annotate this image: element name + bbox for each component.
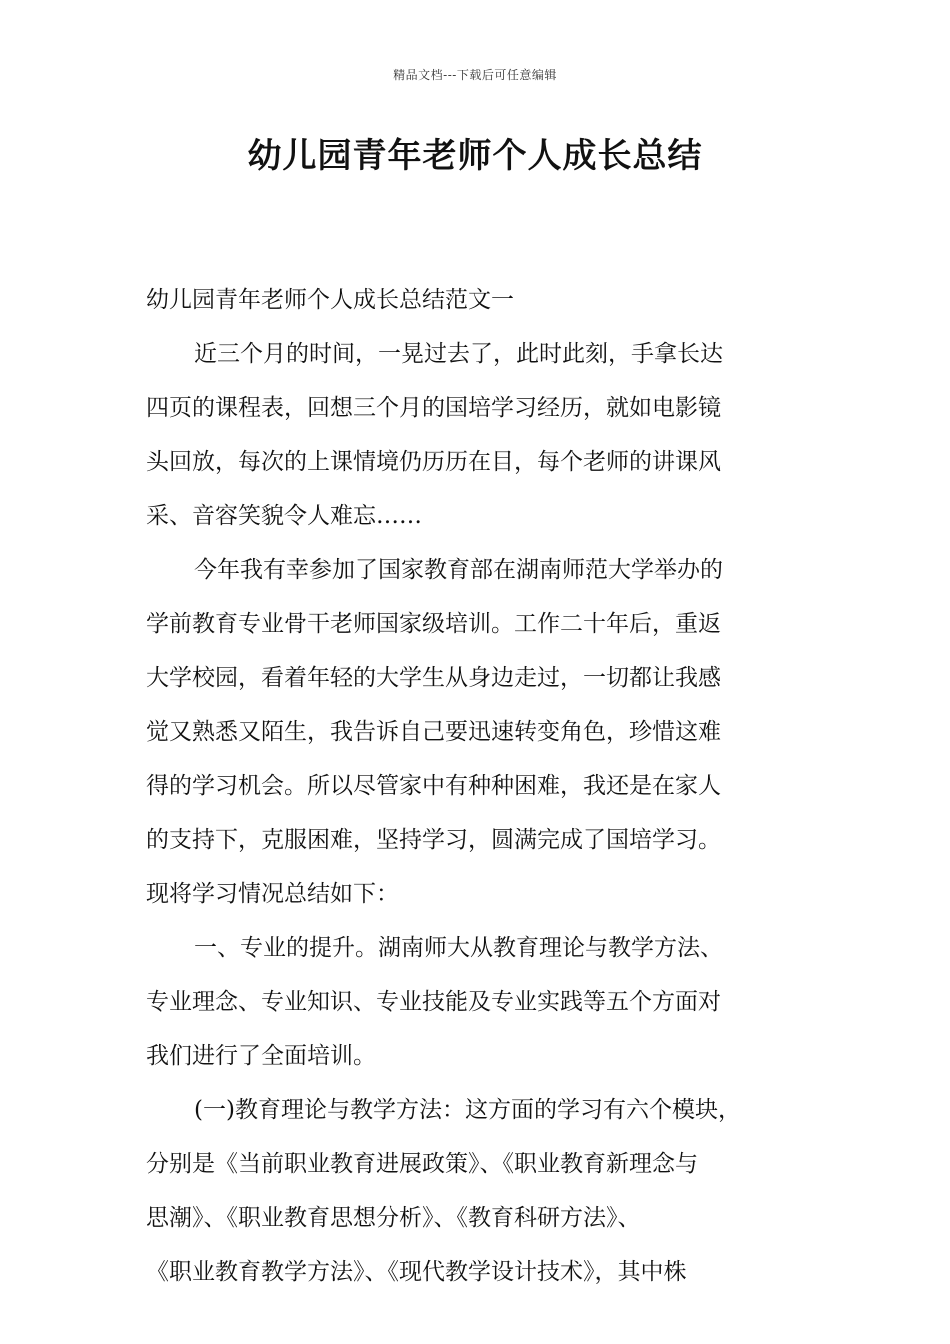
paragraph-line: 分别是《当前职业教育进展政策》、《职业教育新理念与: [146, 1151, 698, 1177]
paragraph-line: 专业理念、专业知识、专业技能及专业实践等五个方面对: [146, 989, 721, 1015]
paragraph-line: 一、专业的提升。湖南师大从教育理论与教学方法、: [194, 935, 723, 961]
paragraph-line: (一)教育理论与教学方法：这方面的学习有六个模块，: [194, 1097, 741, 1123]
paragraph-4: [146, 1088, 814, 1294]
paragraph-2: [146, 548, 814, 916]
paragraph-line: 得的学习机会。所以尽管家中有种种困难，我还是在家人: [146, 773, 721, 799]
paragraph-3: [146, 926, 814, 1078]
paragraph-line: 现将学习情况总结如下：: [146, 881, 399, 907]
header-note: 精品文档---下载后可任意编辑: [393, 68, 557, 82]
paragraph-1: [146, 332, 814, 538]
document-body: [146, 278, 814, 1304]
paragraph-line: 的支持下，克服困难，坚持学习，圆满完成了国培学习。: [146, 827, 721, 853]
paragraph-line: 采、音容笑貌令人难忘……: [146, 503, 422, 529]
paragraph-line: 近三个月的时间，一晃过去了，此时此刻，手拿长达: [194, 341, 723, 367]
document-title: 幼儿园青年老师个人成长总结: [247, 136, 703, 176]
section-heading: 幼儿园青年老师个人成长总结范文一: [146, 287, 514, 313]
paragraph-line: 大学校园，看着年轻的大学生从身边走过，一切都让我感: [146, 665, 721, 691]
paragraph-line: 《职业教育教学方法》、《现代教学设计技术》，其中株: [146, 1259, 687, 1285]
paragraph-line: 今年我有幸参加了国家教育部在湖南师范大学举办的: [194, 557, 723, 583]
paragraph-line: 学前教育专业骨干老师国家级培训。工作二十年后，重返: [146, 611, 721, 637]
paragraph-line: 觉又熟悉又陌生，我告诉自己要迅速转变角色，珍惜这难: [146, 719, 721, 745]
paragraph-line: 思潮》、《职业教育思想分析》、《教育科研方法》、: [146, 1205, 641, 1231]
paragraph-line: 我们进行了全面培训。: [146, 1043, 376, 1069]
paragraph-line: 四页的课程表，回想三个月的国培学习经历，就如电影镜: [146, 395, 721, 421]
paragraph-line: 头回放，每次的上课情境仍历历在目，每个老师的讲课风: [146, 449, 721, 475]
